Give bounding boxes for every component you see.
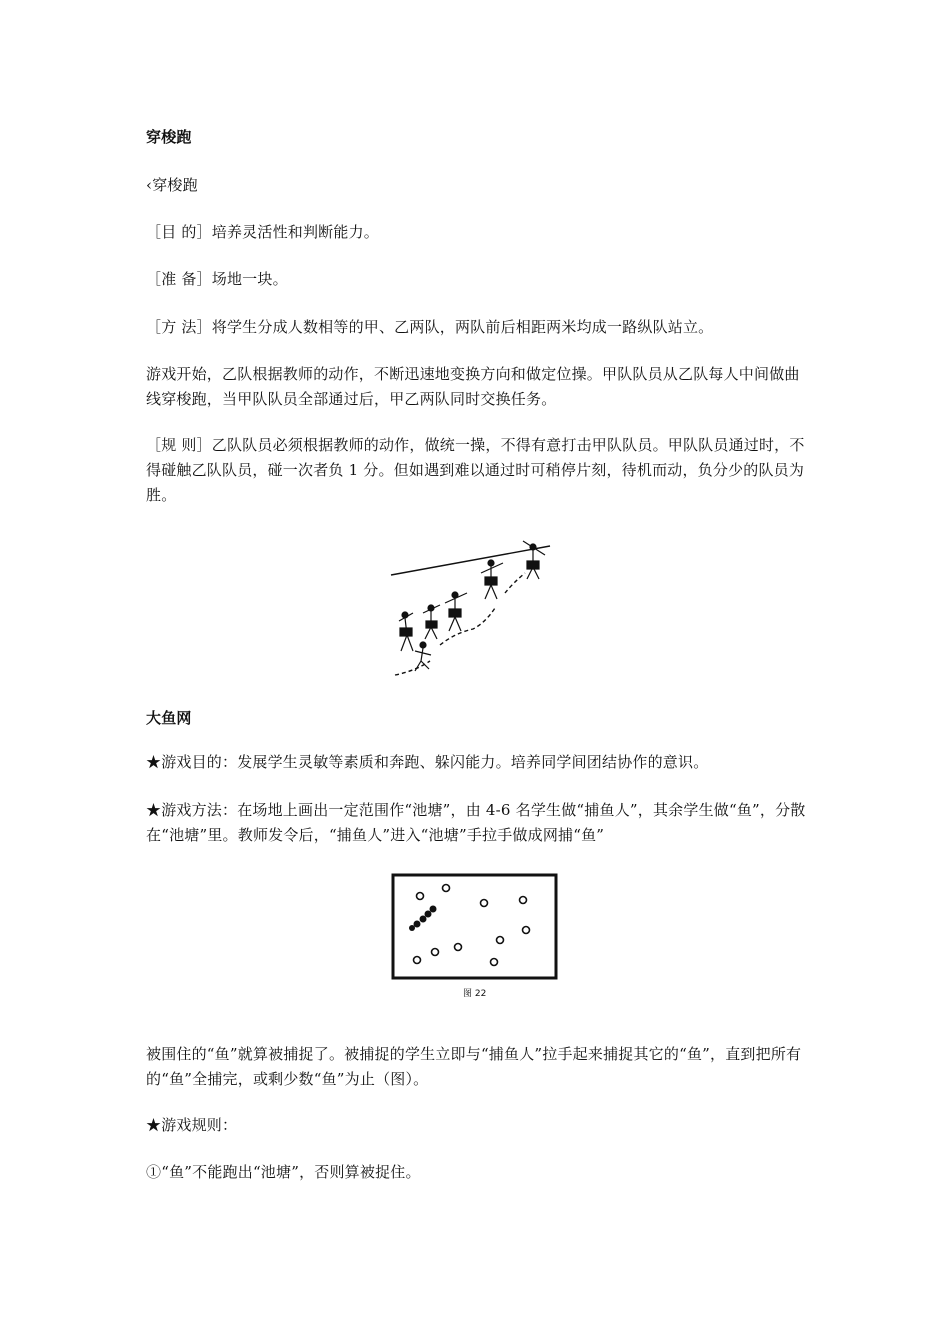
figure-caption: 图 22 <box>463 989 487 999</box>
paragraph-rule-1: ①“鱼”不能跑出“池塘”，否则算被捉住。 <box>146 1163 421 1181</box>
paragraph-rules: ［规 则］乙队队员必须根据教师的动作，做统一操，不得有意打击甲队队员。甲队队员通过时，不得碰触乙队队员，碰一次者负 1 分。但如遇到难以通过时可稍停片刻，待机而动，负分少的队员为胜。 <box>146 436 805 504</box>
section-title-big-fishing-net: 大鱼网 <box>146 709 192 727</box>
paragraph-gameplay: 游戏开始，乙队根据教师的动作，不断迅速地变换方向和做定位操。甲队队员从乙队每人中间做曲线穿梭跑，当甲队队员全部通过后，甲乙两队同时交换任务。 <box>146 365 800 408</box>
section-title-shuttle-run: 穿梭跑 <box>146 128 192 146</box>
fishing-net-pond-diagram <box>390 872 560 1002</box>
paragraph-game-goal: ★游戏目的：发展学生灵敏等素质和奔跑、躲闪能力。培养同学间团结协作的意识。 <box>146 753 709 771</box>
paragraph-rules-title: ★游戏规则： <box>146 1116 238 1134</box>
paragraph-purpose: ［目 的］培养灵活性和判断能力。 <box>146 223 379 241</box>
paragraph-capture-rule: 被围住的“鱼”就算被捕捉了。被捕捉的学生立即与“捕鱼人”拉手起来捕捉其它的“鱼”，直到把所有的“鱼”全捕完，或剩少数“鱼”为止（图）。 <box>146 1045 802 1088</box>
paragraph-preparation: ［准 备］场地一块。 <box>146 270 288 288</box>
shuttle-run-illustration <box>385 533 560 681</box>
subtitle-shuttle-run: ‹穿梭跑 <box>146 176 198 194</box>
paragraph-game-method: ★游戏方法：在场地上画出一定范围作“池塘”，由 4-6 名学生做“捕鱼人”，其余学生做“鱼”，分散在“池塘”里。教师发令后，“捕鱼人”进入“池塘”手拉手做成网捕“鱼” <box>146 801 806 844</box>
paragraph-method: ［方 法］将学生分成人数相等的甲、乙两队，两队前后相距两米均成一路纵队站立。 <box>146 318 714 336</box>
